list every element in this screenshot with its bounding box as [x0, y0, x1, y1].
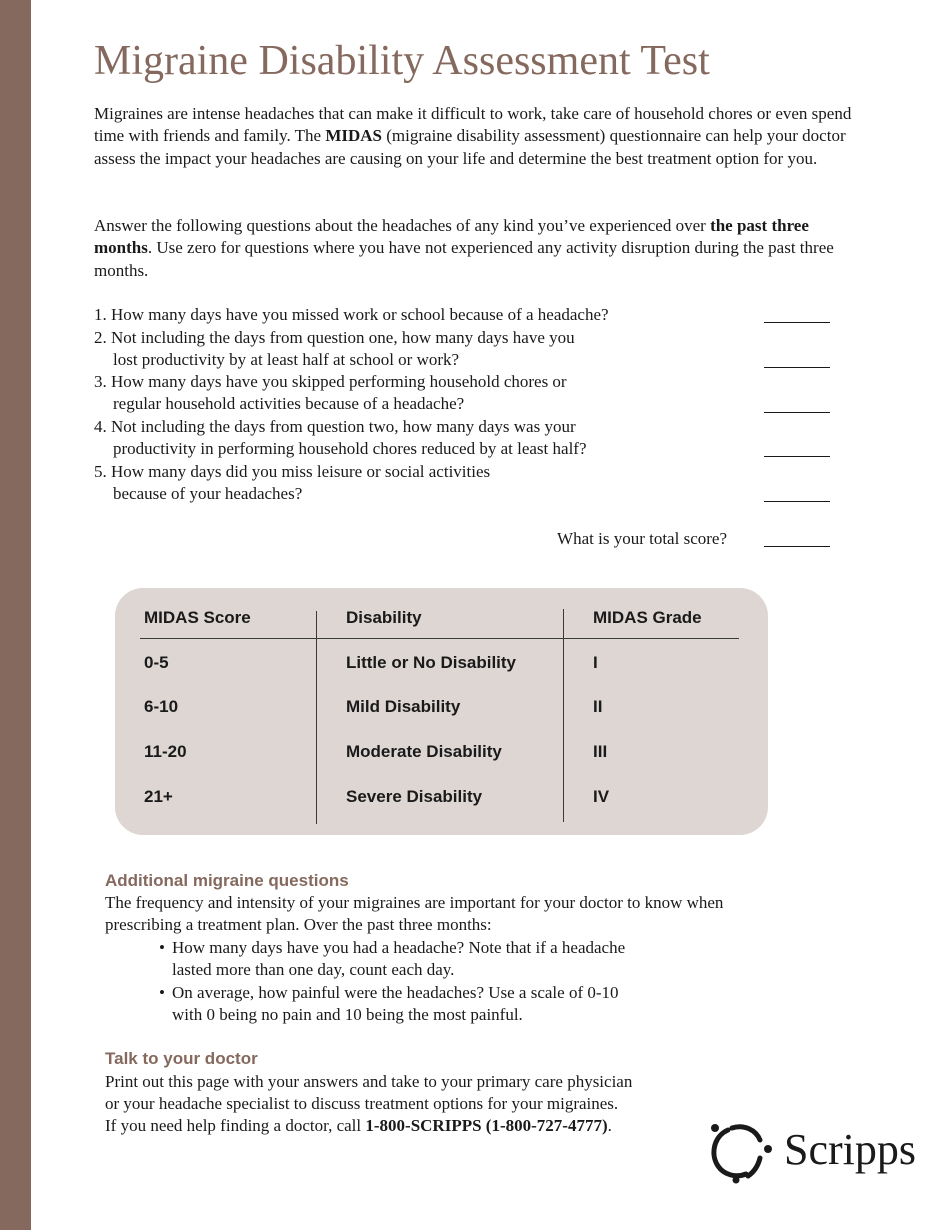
scripps-wordmark: Scripps: [784, 1125, 916, 1174]
doctor-line-3-end: .: [607, 1116, 612, 1135]
question-3: [94, 371, 567, 416]
intro-text-1: Migraines are intense headaches that can make it difficult to work, take care of household chores or even spend time with friends and family. The: [94, 104, 852, 146]
question-2-line2: lost productivity by at least half at school or work?: [113, 350, 460, 370]
table-header-divider: [140, 638, 739, 639]
question-3-line1: 3. How many days have you skipped performing household chores or: [94, 372, 567, 391]
instructions-text-2: . Use zero for questions where you have not experienced any activity disruption during the past three months.: [94, 238, 834, 280]
scripps-figure-icon: [706, 1120, 776, 1184]
question-2-line1: 2. Not including the days from question one, how many days have you: [94, 328, 575, 347]
row-3-disability: Moderate Disability: [346, 742, 502, 761]
row-3-score: 11-20: [144, 742, 187, 761]
additional-bullets: [159, 937, 625, 1026]
row-2-grade: II: [593, 697, 603, 716]
question-4-line2: productivity in performing household chores reduced by at least half?: [113, 439, 587, 459]
page-title: Migraine Disability Assessment Test: [94, 38, 710, 84]
row-3-grade: III: [593, 742, 608, 761]
row-1-disability: Little or No Disability: [346, 653, 517, 672]
instructions-bold: the past three months: [94, 216, 809, 258]
bullet-2-text: On average, how painful were the headaches? Use a scale of 0-10 with 0 being no pain and 10 being the most painful.: [172, 982, 619, 1024]
row-1-grade: I: [593, 653, 598, 672]
table-column-divider-1: [316, 611, 317, 824]
answer-blank-5[interactable]: [764, 501, 830, 502]
side-accent-bar: [0, 0, 31, 1230]
talk-to-doctor-heading: Talk to your doctor: [105, 1049, 258, 1068]
instructions-text-1: Answer the following questions about the headaches of any kind you’ve experienced over: [94, 216, 711, 235]
question-4-line1: 4. Not including the days from question two, how many days was your: [94, 417, 576, 436]
row-2-disability: Mild Disability: [346, 697, 461, 716]
bullet-1-text: How many days have you had a headache? Note that if a headache lasted more than one day, count each day.: [172, 938, 626, 980]
total-score-label: What is your total score?: [557, 529, 727, 548]
question-1: [94, 304, 609, 326]
row-4-disability: Severe Disability: [346, 787, 483, 806]
question-5-line1: 5. How many days did you miss leisure or social activities: [94, 462, 491, 481]
header-midas-score: MIDAS Score: [144, 608, 251, 627]
bullet-dot-icon: •: [159, 938, 165, 957]
row-4-score: 21+: [144, 787, 173, 806]
header-midas-grade: MIDAS Grade: [593, 608, 702, 627]
question-3-line2: regular household activities because of a headache?: [113, 394, 465, 414]
total-score-blank[interactable]: [764, 546, 830, 547]
bullet-item: [159, 937, 625, 982]
instructions-paragraph: [94, 215, 854, 282]
additional-questions-heading: Additional migraine questions: [105, 871, 349, 890]
question-4: [94, 416, 587, 461]
answer-blank-3[interactable]: [764, 412, 830, 413]
intro-text-2: (migraine disability assessment) questionnaire can help your doctor assess the impact your headaches are causing on your life and determine the best treatment option for you.: [94, 126, 846, 168]
doctor-line-2: or your headache specialist to discuss treatment options for your migraines.: [105, 1094, 619, 1113]
answer-blank-2[interactable]: [764, 367, 830, 368]
row-1-score: 0-5: [144, 653, 169, 672]
bullet-item: [159, 982, 625, 1027]
bullet-dot-icon: •: [159, 982, 165, 1002]
question-1-text: 1. How many days have you missed work or school because of a headache?: [94, 305, 609, 324]
doctor-line-1: Print out this page with your answers and take to your primary care physician: [105, 1072, 633, 1091]
doctor-line-3-text: If you need help finding a doctor, call: [105, 1116, 366, 1135]
additional-line-2: prescribing a treatment plan. Over the past three months:: [105, 915, 492, 934]
scripps-logo: [706, 1120, 916, 1184]
scripps-phone-number[interactable]: 1-800-SCRIPPS (1-800-727-4777): [365, 1116, 608, 1135]
header-disability: Disability: [346, 608, 422, 627]
question-5-line2: because of your headaches?: [113, 484, 303, 504]
answer-blank-4[interactable]: [764, 456, 830, 457]
question-2: [94, 327, 575, 372]
intro-midas-bold: MIDAS: [325, 126, 383, 146]
additional-line-1: The frequency and intensity of your migraines are important for your doctor to know when: [105, 893, 724, 912]
row-4-grade: IV: [593, 787, 610, 806]
answer-blank-1[interactable]: [764, 322, 830, 323]
table-column-divider-2: [563, 609, 564, 822]
row-2-score: 6-10: [144, 697, 179, 716]
intro-paragraph: [94, 103, 854, 170]
question-5: [94, 461, 490, 506]
doctor-line-3: [105, 1115, 612, 1137]
